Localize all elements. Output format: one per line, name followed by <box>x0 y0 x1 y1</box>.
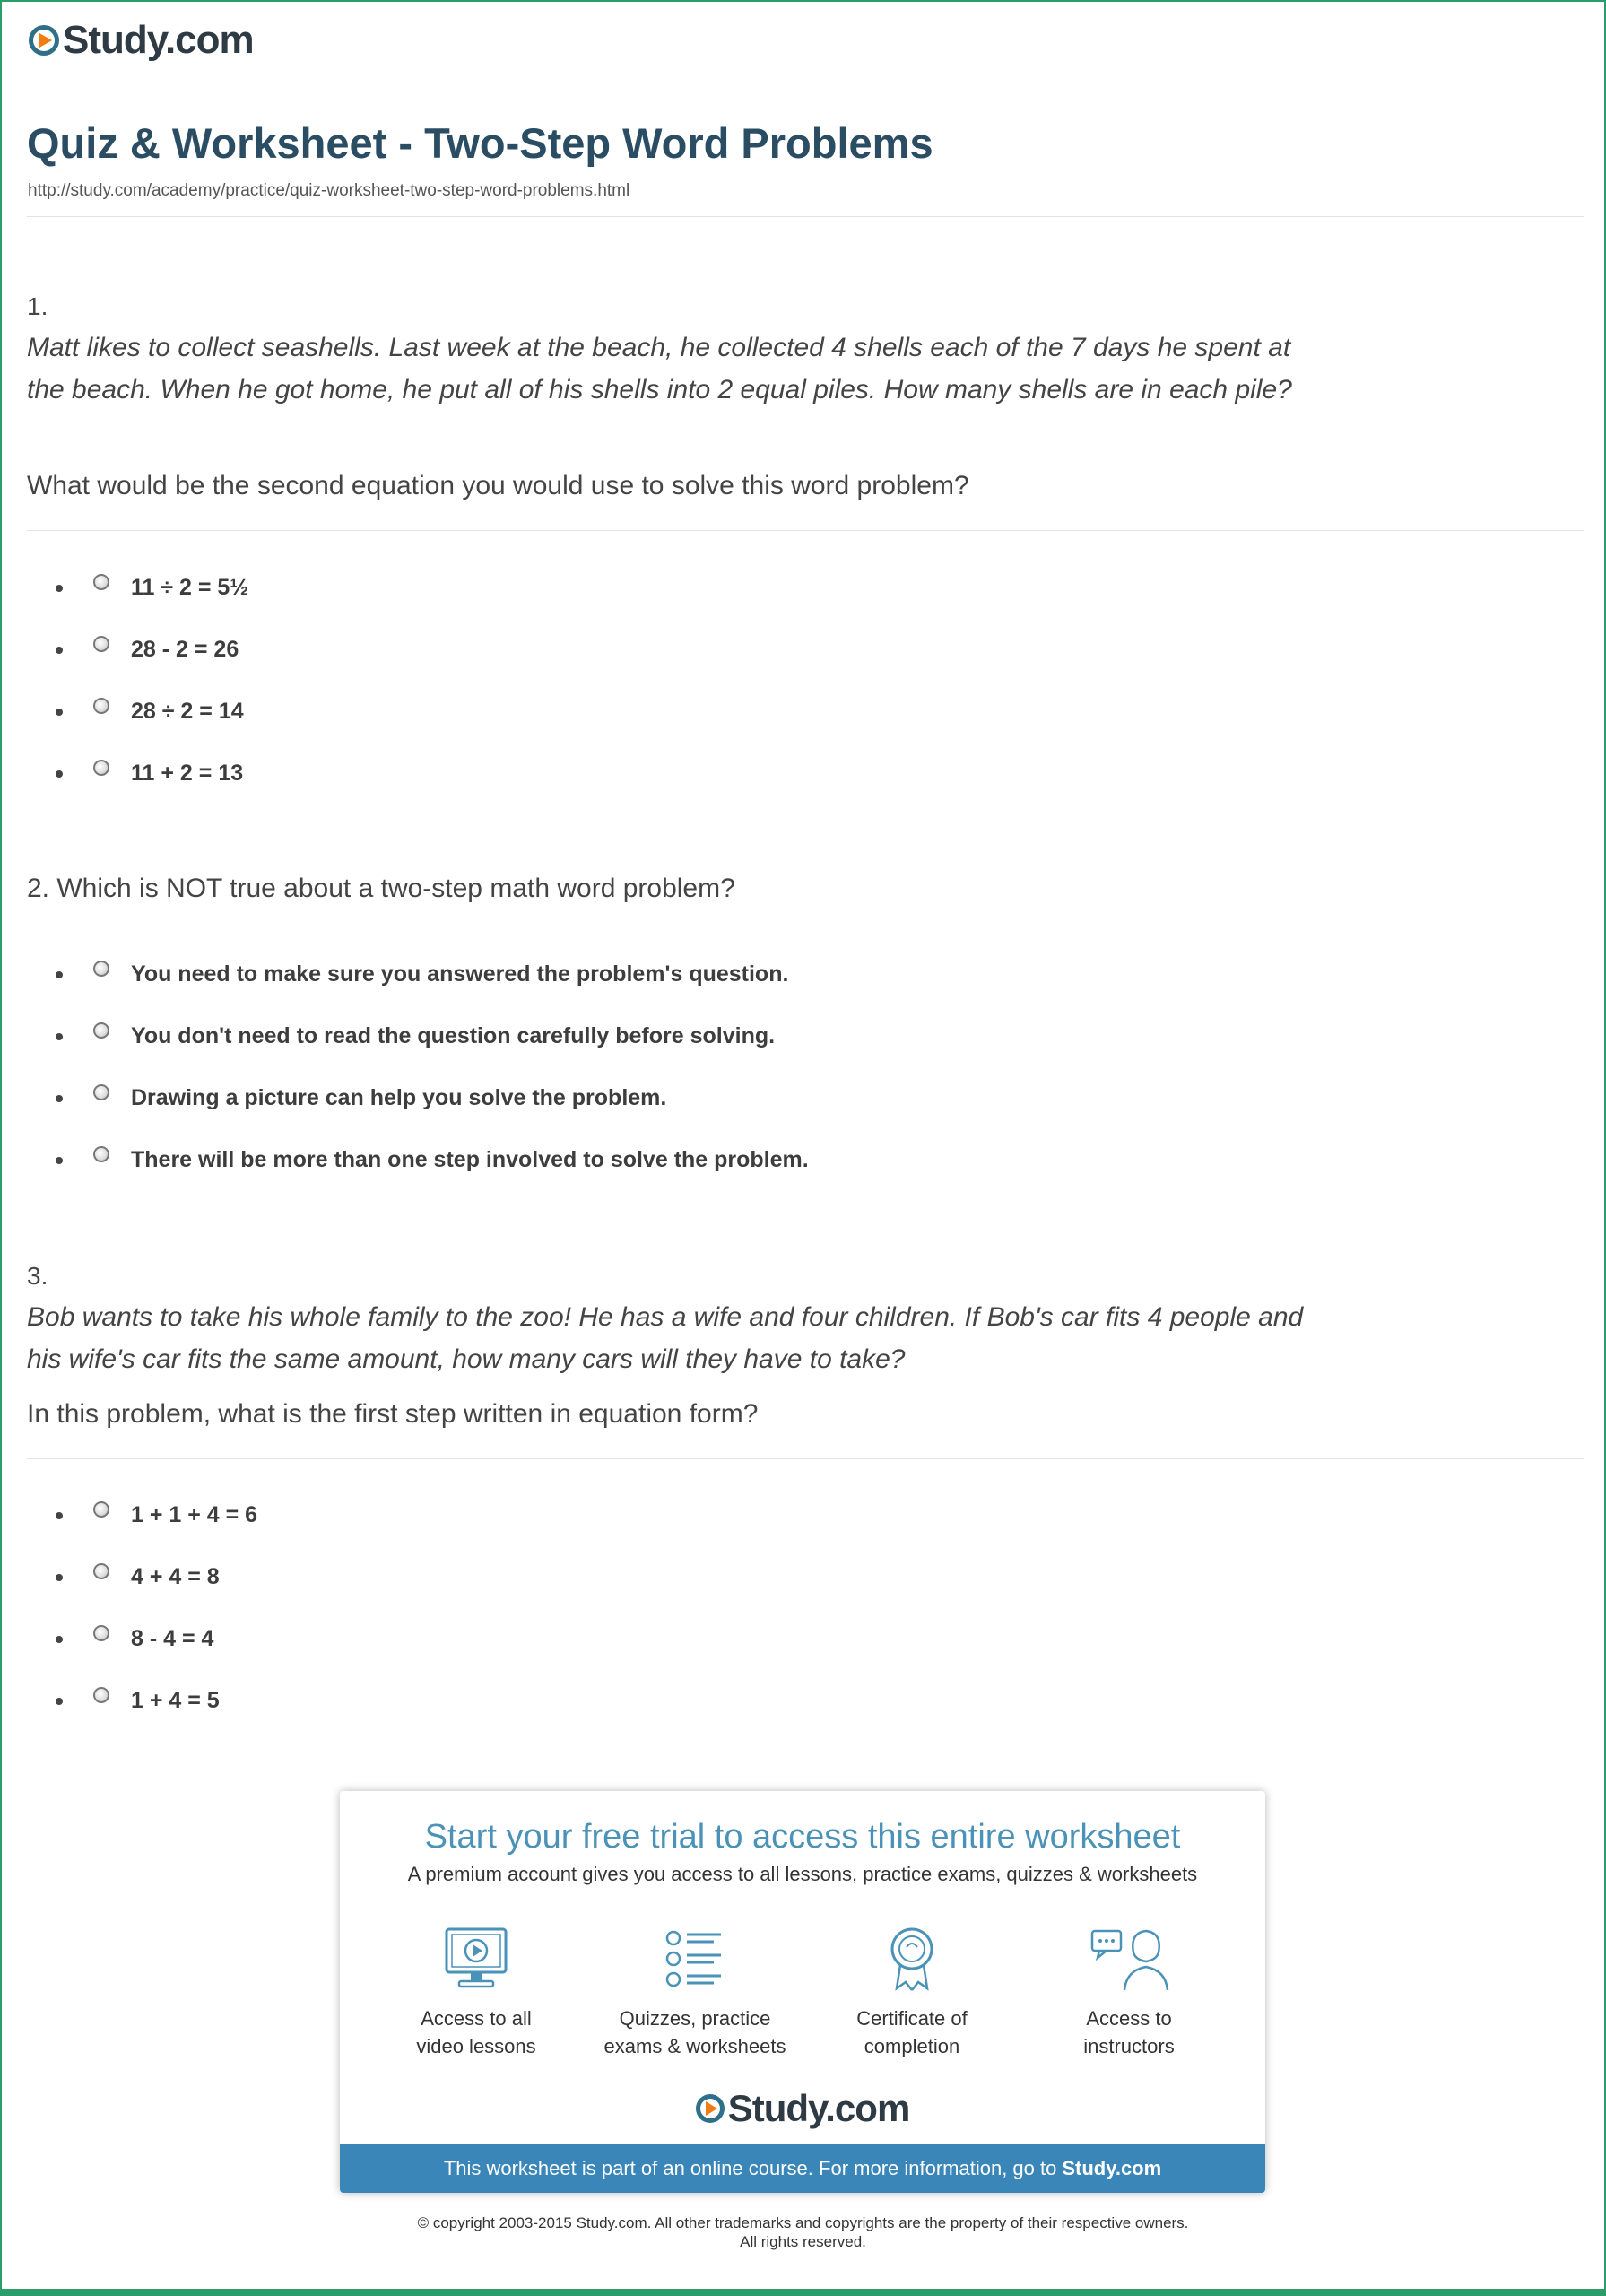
answer-option[interactable] <box>56 944 809 1005</box>
question-1-text: Matt likes to collect seashells. Last week at the beach, he collected 4 shells each of the 7 days he spent at the beach. When he got home, he put all of his shells into 2 equal piles. How many shells are in each pile? <box>27 333 1292 404</box>
option-label: 1 + 1 + 4 = 6 <box>131 1502 258 1527</box>
radio-button[interactable] <box>93 1084 109 1100</box>
radio-button[interactable] <box>93 760 109 776</box>
question-2-options <box>56 944 809 1191</box>
answer-option[interactable] <box>56 1005 809 1067</box>
cta-study-logo[interactable] <box>340 2087 1265 2130</box>
play-logo-icon <box>696 2094 725 2123</box>
answer-option[interactable] <box>56 1670 257 1732</box>
copyright-footer <box>2 2213 1604 2251</box>
logo-text: Study.com <box>63 18 254 62</box>
option-label: 28 - 2 = 26 <box>131 637 239 662</box>
feature-quizzes <box>587 1926 803 2060</box>
bullet-icon <box>56 1157 63 1164</box>
question-3-divider <box>27 1458 1584 1459</box>
video-monitor-icon <box>441 1926 511 1992</box>
answer-option[interactable] <box>56 1484 257 1546</box>
radio-button[interactable] <box>93 698 109 714</box>
copyright-line-1: © copyright 2003-2015 Study.com. All other trademarks and copyrights are the property of their respective owners. <box>417 2214 1189 2231</box>
question-2-ask: 2. Which is NOT true about a two-step math word problem? <box>27 874 735 903</box>
free-trial-headline[interactable]: Start your free trial to access this entire worksheet <box>424 1818 1181 1856</box>
answer-option[interactable] <box>56 1546 257 1608</box>
question-1-number: 1. <box>27 292 48 320</box>
radio-button[interactable] <box>93 1687 109 1703</box>
free-trial-panel <box>340 1791 1265 2193</box>
answer-option[interactable] <box>56 681 248 743</box>
option-label: 4 + 4 = 8 <box>131 1564 220 1589</box>
page-url: http://study.com/academy/practice/quiz-worksheet-two-step-word-problems.html <box>28 181 630 200</box>
bullet-icon <box>56 1095 63 1102</box>
certificate-ribbon-icon <box>877 1926 947 1992</box>
study-link[interactable]: Study.com <box>1062 2157 1162 2179</box>
answer-option[interactable] <box>56 557 248 619</box>
study-logo[interactable] <box>29 18 254 63</box>
course-info-text: This worksheet is part of an online course. For more information, go to <box>443 2157 1057 2179</box>
answer-option[interactable] <box>56 1129 809 1191</box>
bullet-icon <box>56 647 63 654</box>
instructor-chat-icon <box>1089 1926 1169 1992</box>
feature-label: Quizzes, practice exams & worksheets <box>603 2007 786 2057</box>
option-label: 28 ÷ 2 = 14 <box>131 699 244 724</box>
answer-option[interactable] <box>56 1608 257 1670</box>
bullet-icon <box>56 971 63 978</box>
bullet-icon <box>56 709 63 716</box>
radio-button[interactable] <box>93 1501 109 1518</box>
question-3-text: Bob wants to take his whole family to the zoo! He has a wife and four children. If Bob's car fits 4 people and his wife's car fits the same amount, how many cars will they have to take? <box>27 1302 1304 1374</box>
option-label: 1 + 4 = 5 <box>131 1688 220 1713</box>
feature-label: Certificate of completion <box>856 2007 968 2057</box>
quiz-list-icon <box>660 1926 730 1992</box>
question-1-divider <box>27 530 1584 531</box>
option-label: You don't need to read the question carefully before solving. <box>131 1023 776 1048</box>
answer-option[interactable] <box>56 619 248 681</box>
bullet-icon <box>56 1512 63 1519</box>
feature-video-lessons <box>369 1926 584 2060</box>
question-3-ask: In this problem, what is the first step written in equation form? <box>27 1399 759 1429</box>
radio-button[interactable] <box>93 574 109 590</box>
feature-label: Access to instructors <box>1083 2007 1175 2057</box>
copyright-line-2: All rights reserved. <box>740 2233 866 2250</box>
option-label: There will be more than one step involved to solve the problem. <box>131 1147 809 1172</box>
radio-button[interactable] <box>93 1022 109 1039</box>
free-trial-subline: A premium account gives you access to all lessons, practice exams, quizzes & worksheets <box>407 1863 1198 1885</box>
answer-option[interactable] <box>56 743 248 804</box>
question-3-number: 3. <box>27 1262 48 1290</box>
feature-certificate <box>804 1926 1020 2060</box>
option-label: Drawing a picture can help you solve the problem. <box>131 1085 667 1110</box>
feature-label: Access to all video lessons <box>416 2007 536 2057</box>
header-divider <box>27 216 1584 217</box>
bullet-icon <box>56 1574 63 1581</box>
course-info-bar <box>340 2144 1265 2193</box>
bullet-icon <box>56 770 63 778</box>
question-3-options <box>56 1484 257 1732</box>
option-label: You need to make sure you answered the problem's question. <box>131 961 789 987</box>
option-label: 11 ÷ 2 = 5½ <box>131 575 249 600</box>
cta-logo-text: Study.com <box>727 2087 910 2129</box>
bullet-icon <box>56 585 63 592</box>
feature-instructors <box>1021 1926 1237 2060</box>
radio-button[interactable] <box>93 1563 109 1579</box>
question-1-ask: What would be the second equation you would use to solve this word problem? <box>27 471 969 500</box>
bullet-icon <box>56 1698 63 1705</box>
bullet-icon <box>56 1033 63 1040</box>
radio-button[interactable] <box>93 961 109 977</box>
radio-button[interactable] <box>93 636 109 652</box>
radio-button[interactable] <box>93 1146 109 1162</box>
option-label: 8 - 4 = 4 <box>131 1626 214 1651</box>
bottom-border <box>2 2289 1604 2294</box>
bullet-icon <box>56 1636 63 1643</box>
question-1-options <box>56 557 248 804</box>
play-logo-icon <box>29 25 59 56</box>
radio-button[interactable] <box>93 1625 109 1641</box>
page-title: Quiz & Worksheet - Two-Step Word Problems <box>27 119 933 167</box>
answer-option[interactable] <box>56 1067 809 1129</box>
option-label: 11 + 2 = 13 <box>131 761 244 786</box>
